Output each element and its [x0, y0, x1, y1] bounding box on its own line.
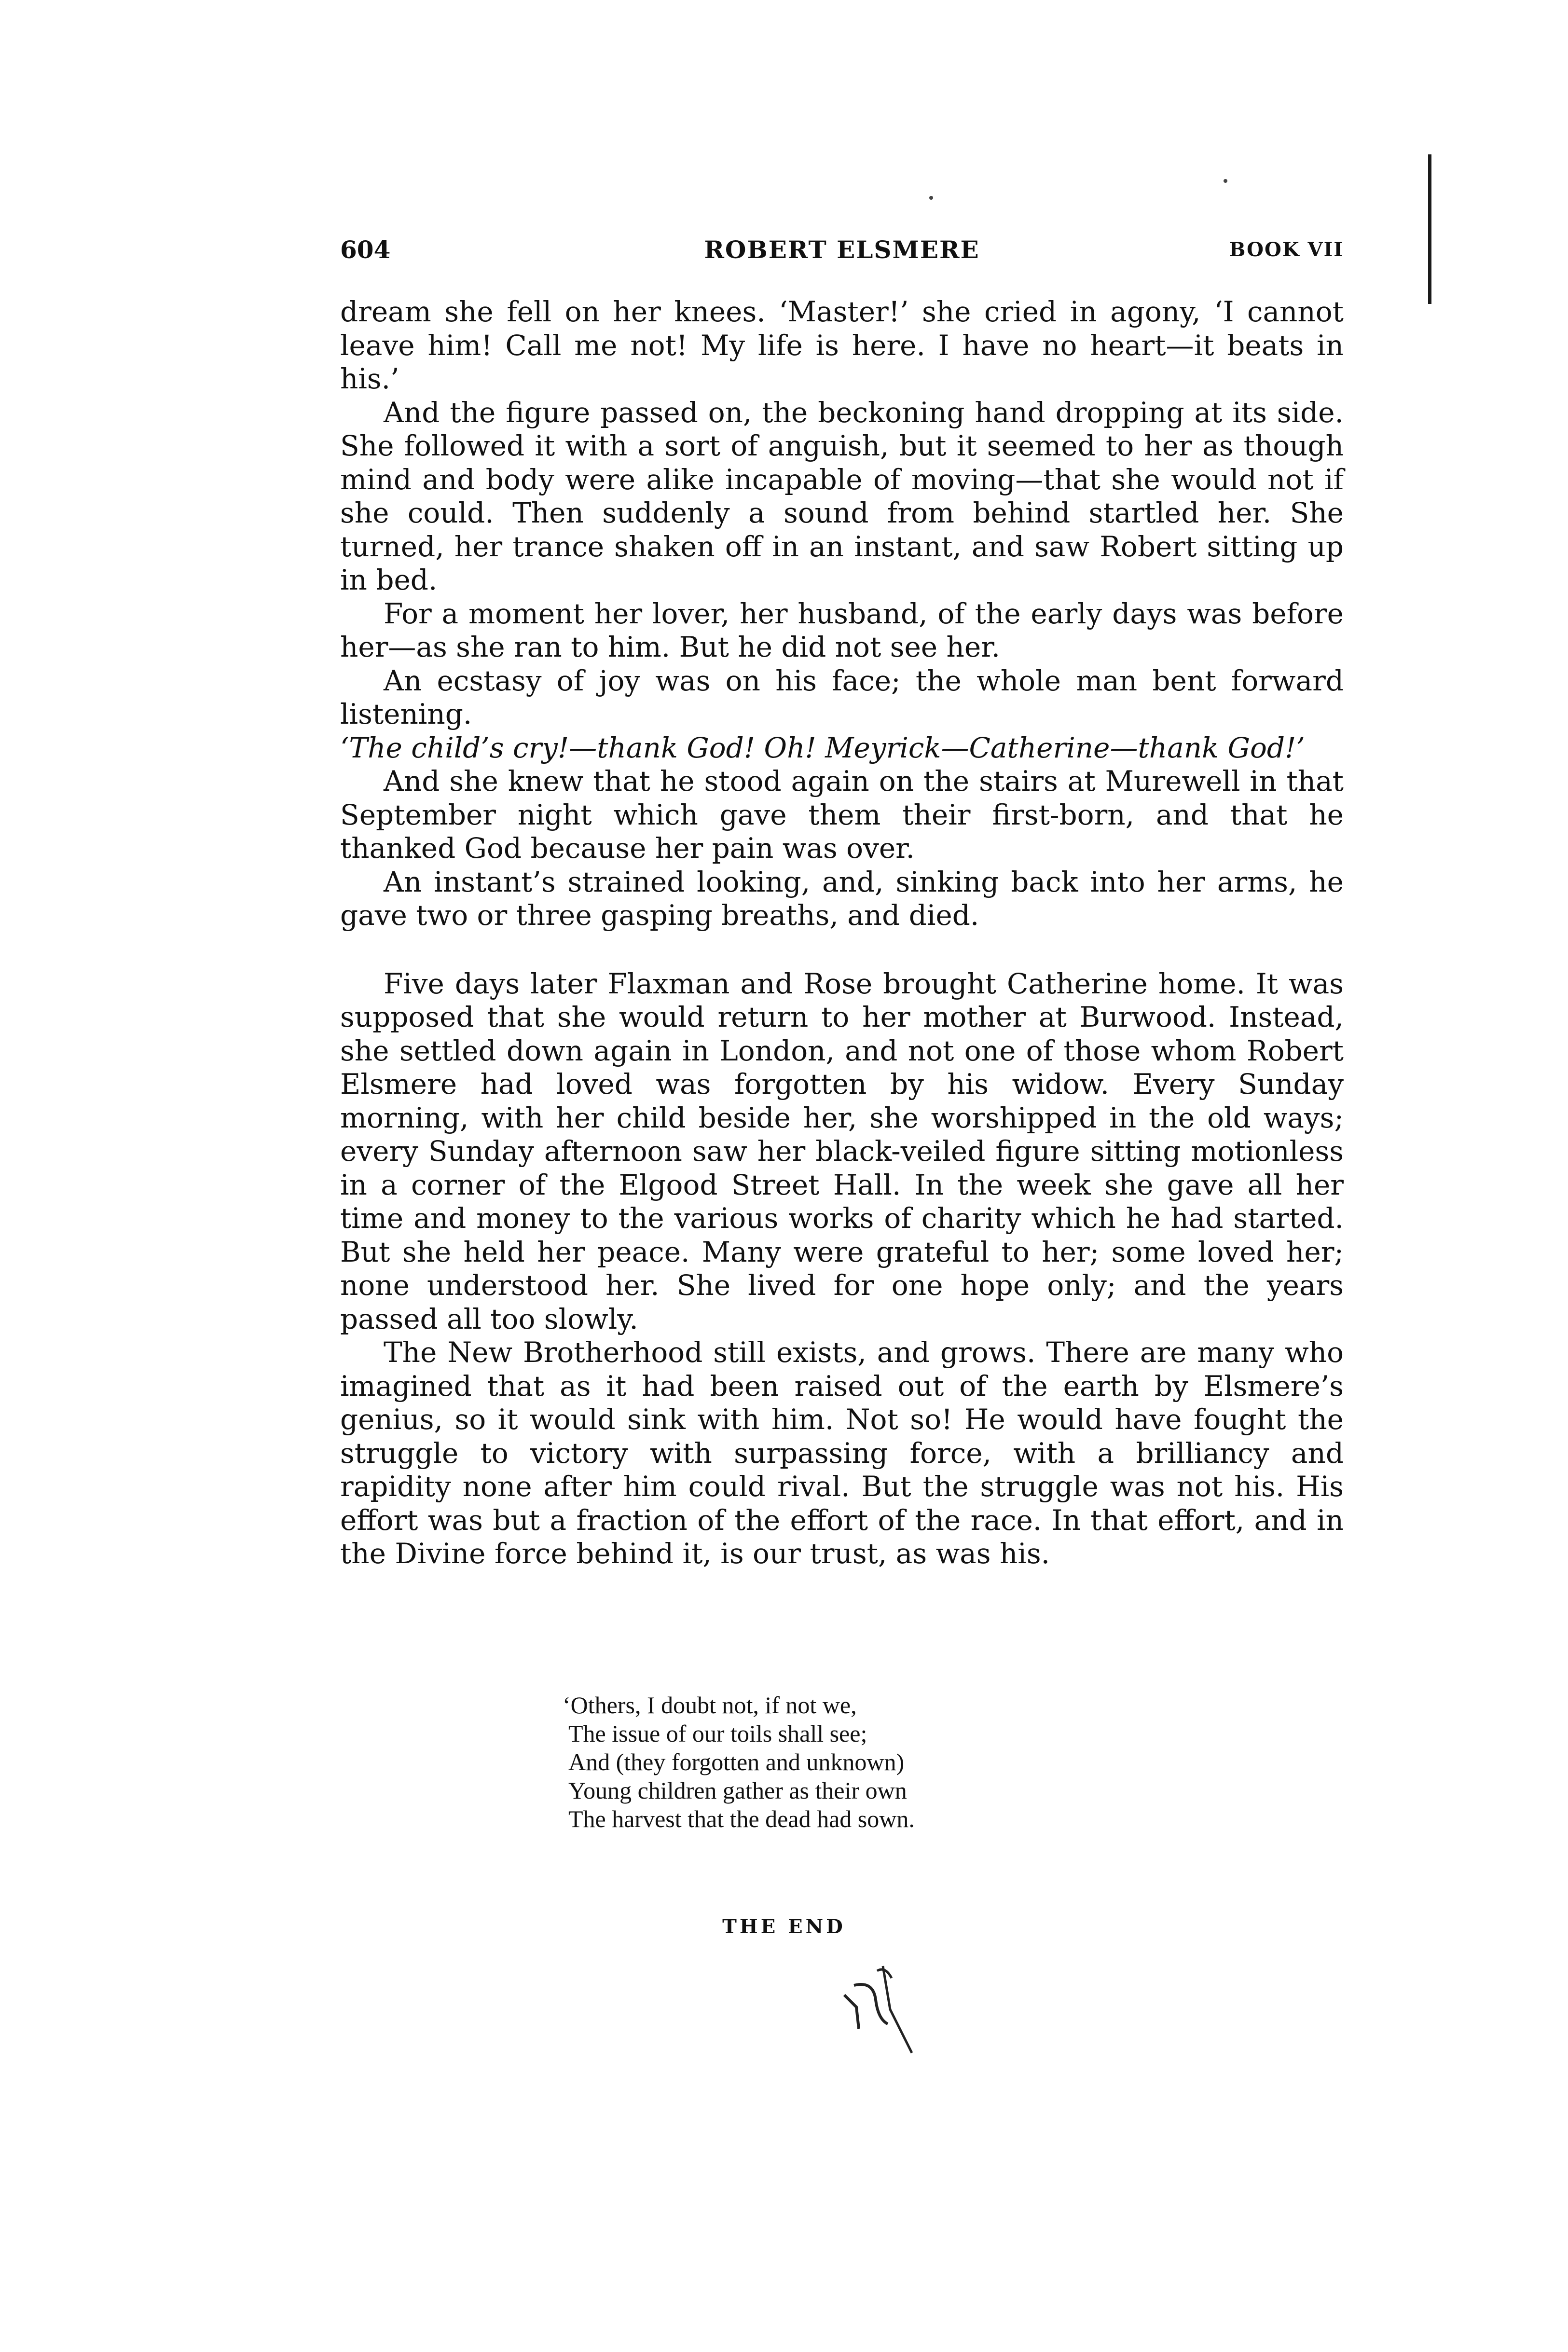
paragraph: And she knew that he stood again on the stairs at Murewell in that September night which gave them their first-born, and that he thanked God because her pain was over. [340, 765, 1344, 865]
quoted-cry: ‘The child’s cry!—thank God! Oh! Meyrick—Catherine—thank God!’ [340, 731, 1305, 764]
paragraph: An ecstasy of joy was on his face; the whole man bent forward listening. [340, 664, 1344, 730]
poem-line: The harvest that the dead had sown. [568, 1805, 915, 1832]
section-break [340, 933, 1344, 967]
poem-line: The issue of our toils shall see; [568, 1720, 867, 1747]
scan-edge-mark [1423, 154, 1438, 309]
poem-line: Young children gather as their own [568, 1777, 907, 1804]
scan-speck [1221, 176, 1230, 186]
page-number: 604 [340, 235, 391, 264]
scan-speck [926, 193, 936, 203]
paragraph: Five days later Flaxman and Rose brought Catherine home. It was supposed that she would return to her mother at Burwood. Instead, she settled down again in London, and not one of those whom Robert Elsmere had loved was forgotten by his widow. Every Sunday morning, with her child beside her, she worshipped in the old ways; every Sunday afternoon saw her black-veiled figure sitting motionless in a corner of the Elgood Street Hall. In the week she gave all her time and money to the various works of charity which he had started. But she held her peace. Many were grateful to her; some loved her; none understood her. She lived for one hope only; and the years passed all too slowly. [340, 967, 1344, 1335]
handwritten-mark [830, 1952, 926, 2067]
paragraph: And the figure passed on, the beckoning hand dropping at its side. She followed it with a sort of anguish, but it seemed to her as though mind and body were alike incapable of moving—that she would not if she could. Then suddenly a sound from behind startled her. She turned, her trance shaken off in an instant, and saw Robert sitting up in bed. [340, 396, 1344, 596]
book-label: BOOK VII [1229, 238, 1344, 261]
running-title: ROBERT ELSMERE [704, 235, 980, 264]
running-header [340, 235, 1344, 274]
paragraph: An instant’s strained looking, and, sinking back into her arms, he gave two or three gasping breaths, and died. [340, 865, 1344, 932]
paragraph: The New Brotherhood still exists, and grows. There are many who imagined that as it had been raised out of the earth by Elsmere’s genius, so it would sink with him. Not so! He would have fought the struggle to victory with surpassing force, with a brilliancy and rapidity none after him could rival. But the struggle was not his. His effort was but a fraction of the effort of the race. In that effort, and in the Divine force behind it, is our trust, as was his. [340, 1336, 1344, 1570]
the-end-label: THE END [722, 1915, 846, 1938]
paragraph: dream she fell on her knees. ‘Master!’ she cried in agony, ‘I cannot leave him! Call me not! My life is here. I have no heart—it beats in his.’ [340, 295, 1344, 395]
closing-poem [563, 1691, 1292, 1833]
poem-line: ‘Others, I doubt not, if not we, [563, 1692, 857, 1719]
poem-line: And (they forgotten and unknown) [568, 1748, 905, 1775]
body-text [340, 295, 1344, 1571]
paragraph: For a moment her lover, her husband, of the early days was before her—as she ran to him. But he did not see her. [340, 597, 1344, 663]
